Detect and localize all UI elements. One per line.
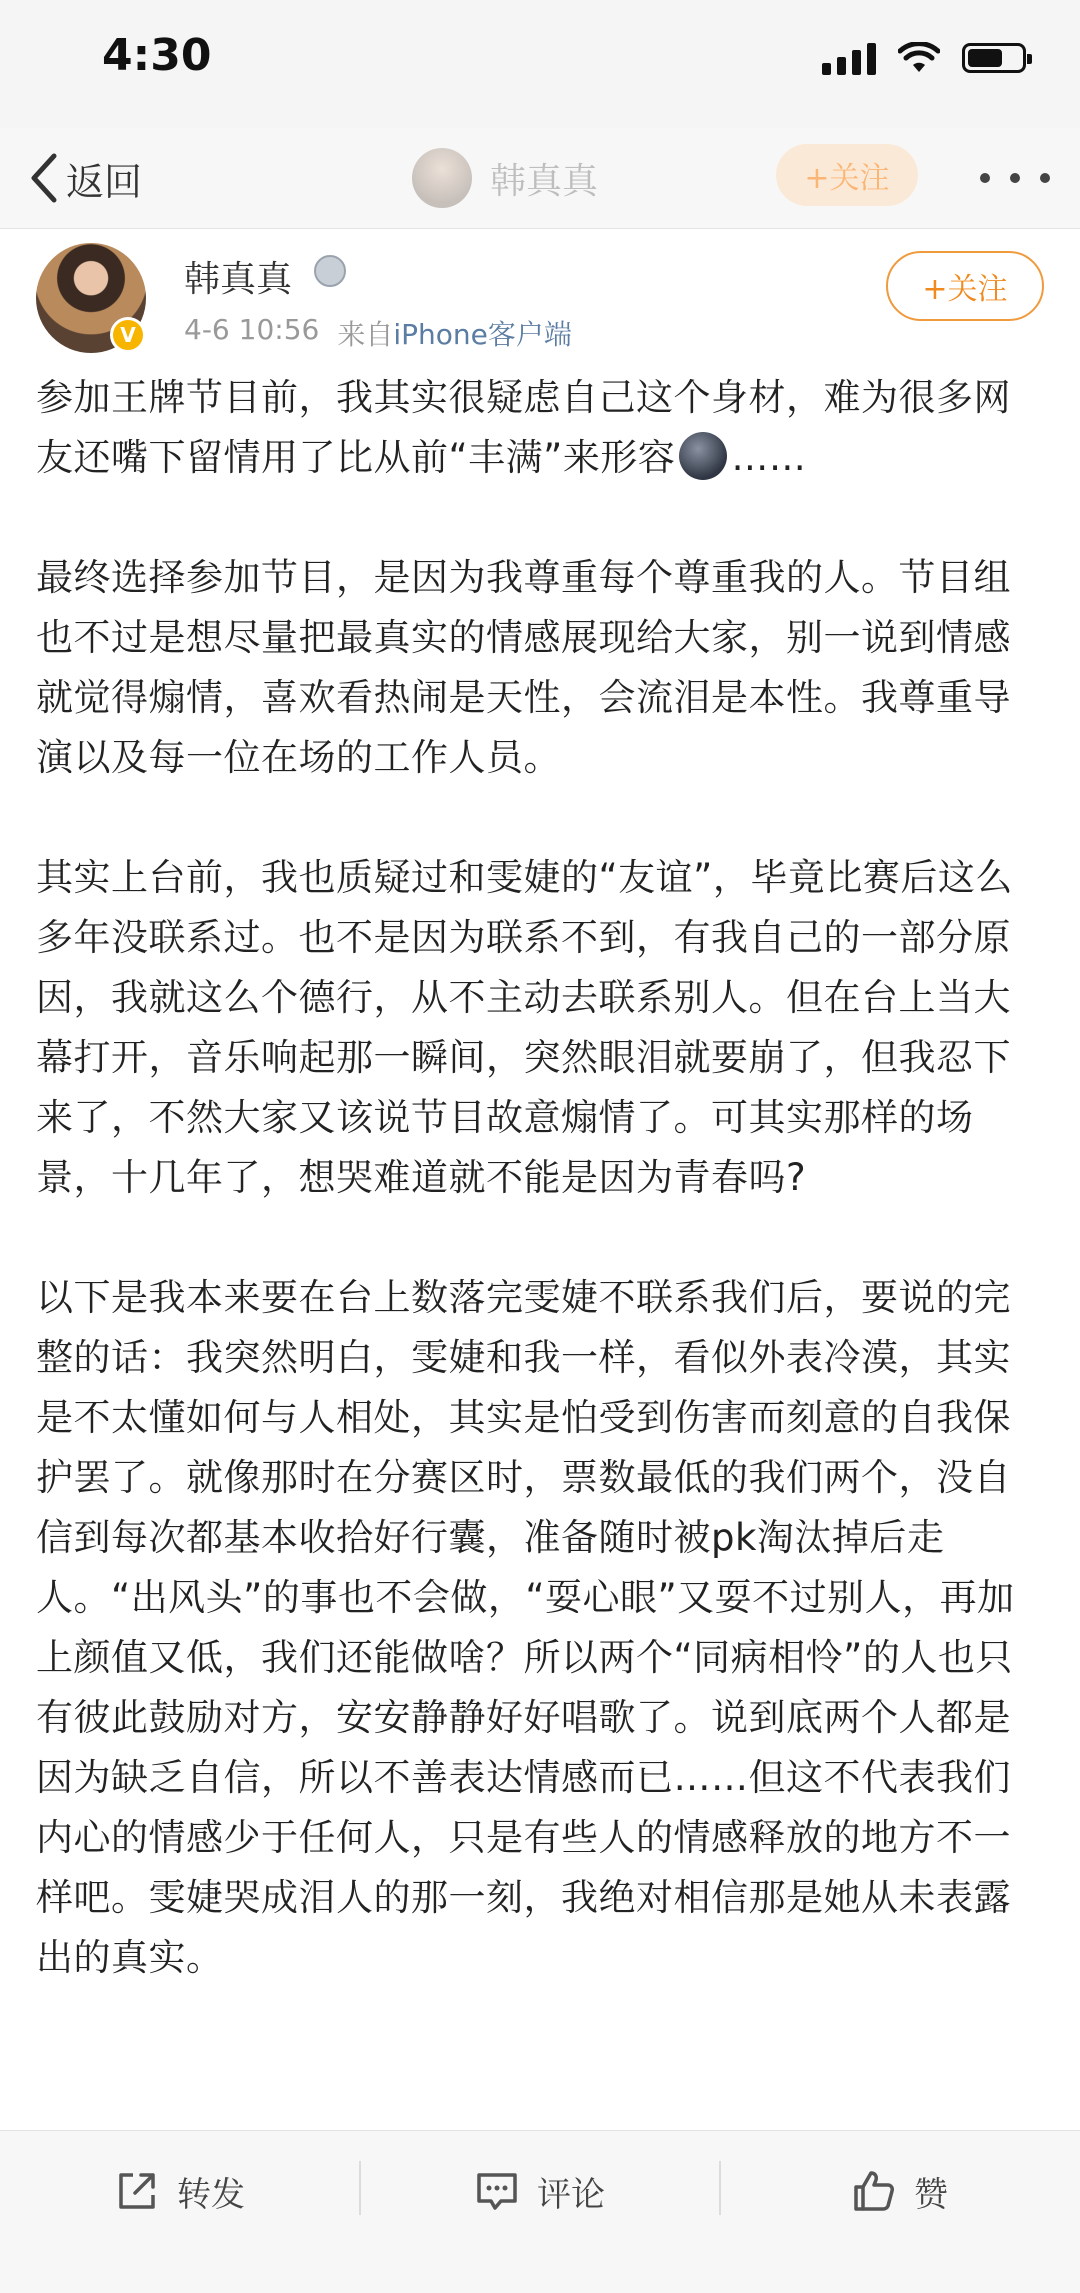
post-source bbox=[337, 313, 572, 353]
nav-bar bbox=[0, 128, 1080, 229]
author-header bbox=[0, 229, 1080, 359]
post-content bbox=[36, 368, 1046, 2048]
comment-icon bbox=[475, 2169, 519, 2213]
bottom-action-bar bbox=[0, 2130, 1080, 2293]
status-icons bbox=[822, 38, 1026, 78]
back-label: 返回 bbox=[66, 159, 143, 204]
nav-author[interactable] bbox=[412, 142, 598, 214]
post-meta bbox=[184, 313, 572, 353]
nav-author-name: 韩真真 bbox=[490, 160, 599, 202]
battery-icon bbox=[962, 43, 1026, 73]
cellular-signal-icon bbox=[822, 41, 876, 75]
repost-button[interactable] bbox=[0, 2131, 360, 2251]
medal-icon[interactable] bbox=[314, 255, 346, 287]
ellipsis-text: …… bbox=[731, 436, 807, 479]
source-prefix: 来自 bbox=[337, 318, 394, 351]
repost-label: 转发 bbox=[177, 2174, 245, 2215]
follow-button[interactable]: +关注 bbox=[886, 251, 1044, 321]
comment-button[interactable] bbox=[360, 2131, 720, 2251]
post-date: 4-6 10:56 bbox=[184, 313, 320, 346]
back-button[interactable] bbox=[28, 148, 142, 208]
like-button[interactable] bbox=[720, 2131, 1080, 2251]
wifi-icon bbox=[898, 42, 940, 74]
nav-follow-button[interactable]: +关注 bbox=[776, 144, 918, 206]
author-name[interactable]: 韩真真 bbox=[184, 259, 293, 300]
post-paragraph: 以下是我本来要在台上数落完雯婕不联系我们后，要说的完整的话：我突然明白，雯婕和我一样，看似外表冷漠，其实是不太懂如何与人相处，其实是怕受到伤害而刻意的自我保护罢了。就像那时在分赛区时，票数最低的我们两个，没自信到每次都基本收拾好行囊，准备随时被pk淘汰掉后走人。“出风头”的事也不会做，“耍心眼”又耍不过别人，再加上颜值又低，我们还能做啥？所以两个“同病相怜”的人也只有彼此鼓励对方，安安静静好好唱歌了。说到底两个人都是因为缺乏自信，所以不善表达情感而已……但这不代表我们内心的情感少于任何人，只是有些人的情感释放的地方不一样吧。雯婕哭成泪人的那一刻，我绝对相信那是她从未表露出的真实。 bbox=[36, 1276, 1015, 1979]
status-bar bbox=[0, 0, 1080, 128]
post-paragraph: 其实上台前，我也质疑过和雯婕的“友谊”，毕竟比赛后这么多年没联系过。也不是因为联系不到，有我自己的一部分原因，我就这么个德行，从不主动去联系别人。但在台上当大幕打开，音乐响起那一瞬间，突然眼泪就要崩了，但我忍下来了，不然大家又该说节目故意煽情了。可其实那样的场景，十几年了，想哭难道就不能是因为青春吗? bbox=[36, 856, 1013, 1199]
verified-badge-icon: V bbox=[110, 317, 146, 353]
thumbs-up-icon bbox=[852, 2169, 896, 2213]
paragraph-text: 参加王牌节目前，我其实很疑虑自己这个身材，难为很多网友还嘴下留情用了比从前“丰满”来形容 bbox=[36, 376, 1011, 479]
more-options-icon[interactable] bbox=[980, 158, 1050, 198]
chevron-left-icon bbox=[28, 152, 62, 204]
repost-icon bbox=[115, 2169, 159, 2213]
like-label: 赞 bbox=[914, 2174, 948, 2215]
comment-label: 评论 bbox=[537, 2174, 605, 2215]
status-time: 4:30 bbox=[102, 30, 212, 81]
nav-avatar bbox=[412, 148, 472, 208]
new-moon-face-icon bbox=[679, 432, 727, 480]
source-link[interactable]: iPhone客户端 bbox=[393, 318, 572, 351]
post-paragraph: 最终选择参加节目，是因为我尊重每个尊重我的人。节目组也不过是想尽量把最真实的情感展现给大家，别一说到情感就觉得煽情，喜欢看热闹是天性，会流泪是本性。我尊重导演以及每一位在场的工作人员。 bbox=[36, 556, 1011, 779]
post-paragraph bbox=[36, 368, 1046, 488]
